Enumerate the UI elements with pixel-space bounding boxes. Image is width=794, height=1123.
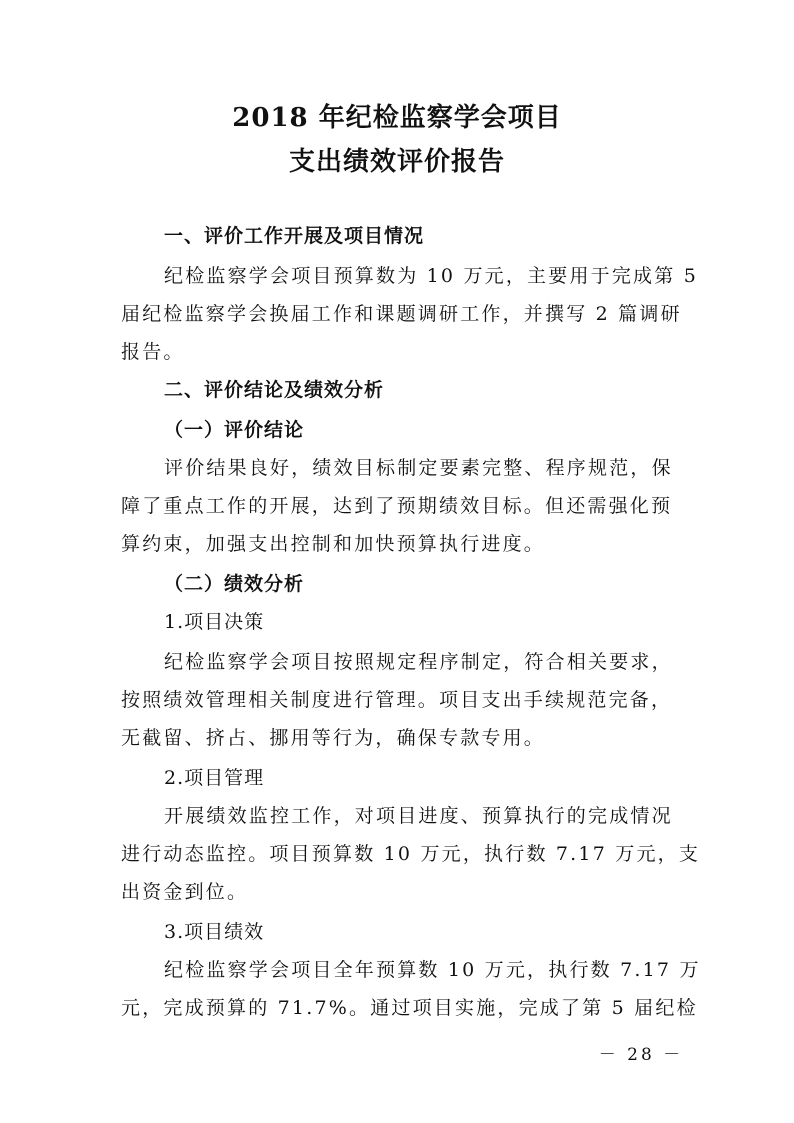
report-title-line-1: 2018 年纪检监察学会项目 bbox=[232, 103, 562, 133]
report-title-line-2: 支出绩效评价报告 bbox=[288, 147, 505, 177]
item-3-paragraph-line: 纪检监察学会项目全年预算数 10 万元，执行数 7.17 万 bbox=[164, 959, 701, 981]
section-1-paragraph-line: 纪检监察学会项目预算数为 10 万元，主要用于完成第 5 bbox=[164, 265, 698, 287]
item-2-paragraph-line: 开展绩效监控工作，对项目进度、预算执行的完成情况 bbox=[164, 805, 673, 827]
item-2-paragraph-line: 出资金到位。 bbox=[121, 881, 249, 903]
section-1-paragraph-line: 届纪检监察学会换届工作和课题调研工作，并撰写 2 篇调研 bbox=[121, 303, 682, 325]
section-1-paragraph-line: 报告。 bbox=[121, 341, 185, 363]
item-1-paragraph-line: 无截留、挤占、挪用等行为，确保专款专用。 bbox=[121, 727, 546, 749]
section-2-heading: 二、评价结论及绩效分析 bbox=[164, 379, 385, 401]
item-3-paragraph-line: 元，完成预算的 71.7%。通过项目实施，完成了第 5 届纪检 bbox=[121, 997, 698, 1019]
subsection-1-heading: （一）评价结论 bbox=[164, 419, 305, 441]
subsection-1-paragraph-line: 评价结果良好，绩效目标制定要素完整、程序规范，保 bbox=[164, 457, 673, 479]
item-2-heading: 2.项目管理 bbox=[164, 767, 265, 789]
item-1-paragraph-line: 按照绩效管理相关制度进行管理。项目支出手续规范完备， bbox=[121, 689, 673, 711]
section-1-heading: 一、评价工作开展及项目情况 bbox=[164, 225, 425, 247]
item-3-heading: 3.项目绩效 bbox=[164, 921, 265, 943]
item-2-paragraph-line: 进行动态监控。项目预算数 10 万元，执行数 7.17 万元，支 bbox=[121, 843, 701, 865]
item-1-paragraph-line: 纪检监察学会项目按照规定程序制定，符合相关要求， bbox=[164, 651, 673, 673]
subsection-2-heading: （二）绩效分析 bbox=[164, 573, 305, 595]
subsection-1-paragraph-line: 障了重点工作的开展，达到了预期绩效目标。但还需强化预 bbox=[121, 495, 673, 517]
subsection-1-paragraph-line: 算约束，加强支出控制和加快预算执行进度。 bbox=[121, 533, 546, 555]
page-number: － 28 － bbox=[598, 1045, 684, 1065]
item-1-heading: 1.项目决策 bbox=[164, 611, 265, 633]
